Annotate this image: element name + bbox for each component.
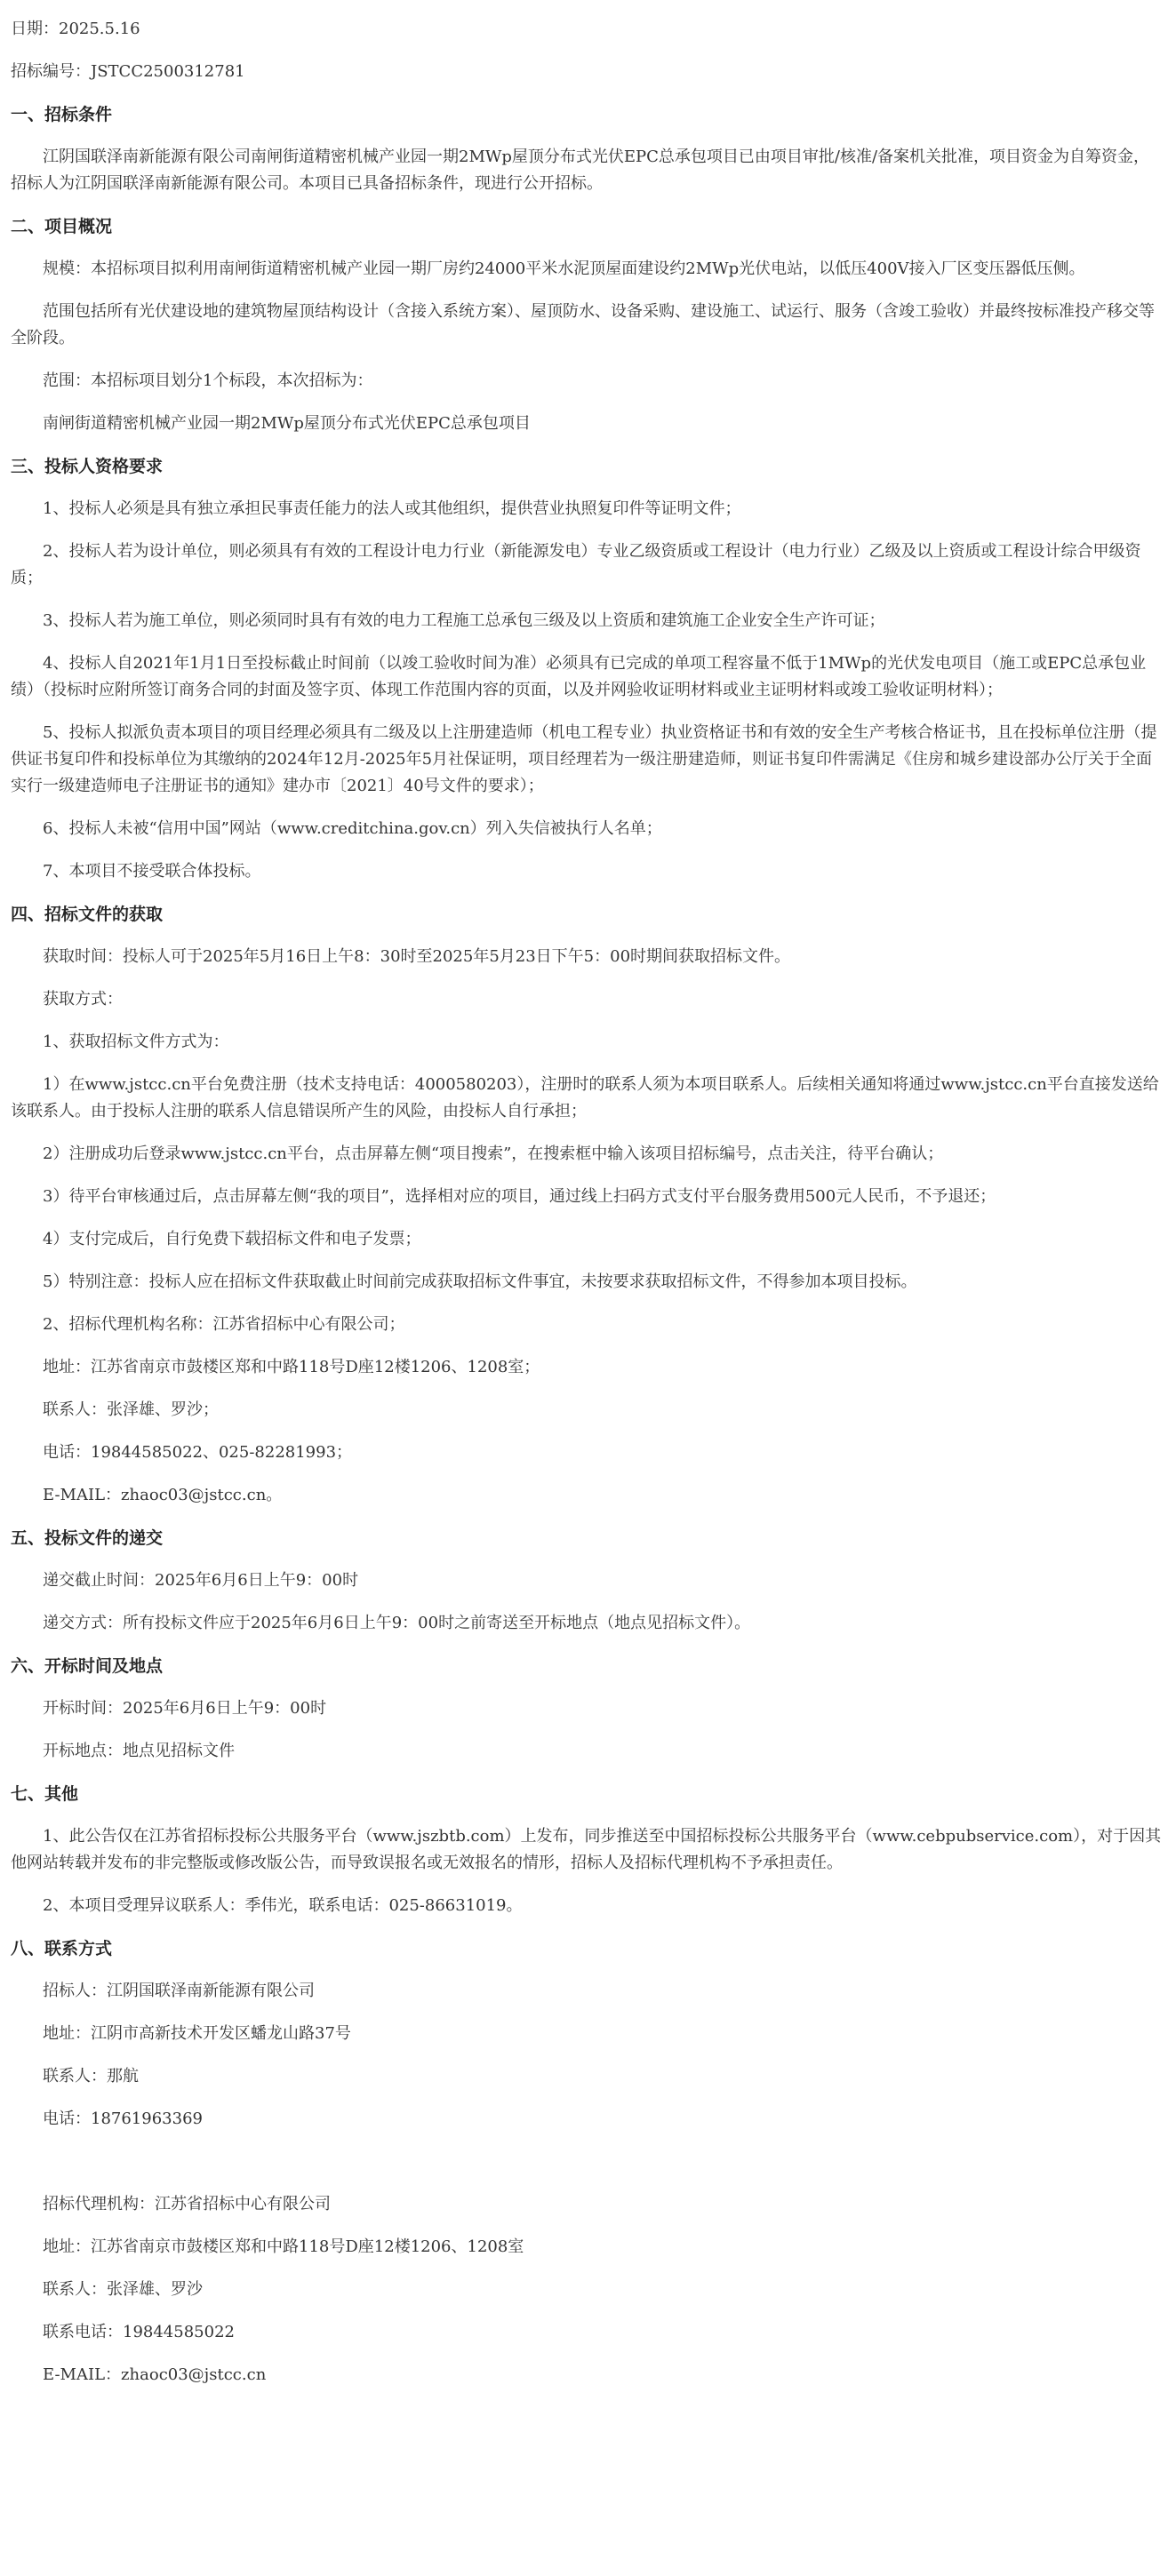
section-paragraph: 4、投标人自2021年1月1日至投标截止时间前（以竣工验收时间为准）必须具有已完成的单项工程容量不低于1MWp的光伏发电项目（施工或EPC总承包业绩）（投标时应附所签订商务合同的封面及签字页、体现工作范围内容的页面，以及并网验收证明材料或业主证明材料或竣工验收证明材料）；	[11, 654, 1147, 699]
section-paragraph: 2）注册成功后登录www.jstcc.cn平台，点击屏幕左侧“项目搜索”，在搜索框中输入该项目招标编号，点击关注，待平台确认；	[43, 1144, 944, 1163]
section-heading: 二、项目概况	[11, 217, 113, 236]
section-paragraph: 5、投标人拟派负责本项目的项目经理必须具有二级及以上注册建造师（机电工程专业）执业资格证书和有效的安全生产考核合格证书，且在投标单位注册（提供证书复印件和投标单位为其缴纳的2024年12月-2025年5月社保证明，项目经理若为一级注册建造师，则证书复印件需满足《住房和城乡建设部办公厅关于全面实行一级建造师电子注册证书的通知》建办市〔2021〕40号文件的要求）；	[11, 723, 1157, 795]
section-5	[11, 1525, 1165, 1637]
section-paragraph: 递交截止时间：2025年6月6日上午9：00时	[43, 1571, 359, 1590]
section-spacer	[11, 2149, 1165, 2191]
section-heading: 三、投标人资格要求	[11, 457, 164, 476]
announcement-sections	[11, 101, 1165, 2133]
section-paragraph: 3、投标人若为施工单位，则必须同时具有有效的电力工程施工总承包三级及以上资质和建筑施工企业安全生产许可证；	[43, 611, 885, 630]
section-paragraph: 1、获取招标文件方式为：	[43, 1033, 229, 1051]
section-heading: 五、投标文件的递交	[11, 1528, 164, 1548]
section-paragraph: 开标时间：2025年6月6日上午9：00时	[43, 1699, 327, 1718]
agency-paragraph: 联系电话：19844585022	[43, 2323, 235, 2341]
section-2	[11, 213, 1165, 437]
section-paragraph: 5）特别注意：投标人应在招标文件获取截止时间前完成获取招标文件事宜，未按要求获取招标文件，不得参加本项目投标。	[43, 1272, 917, 1291]
section-paragraph: 电话：19844585022、025-82281993；	[43, 1443, 353, 1462]
section-heading: 六、开标时间及地点	[11, 1656, 164, 1676]
section-paragraph: 4）支付完成后，自行免费下载招标文件和电子发票；	[43, 1230, 421, 1248]
agency-paragraph: 地址：江苏省南京市鼓楼区郑和中路118号D座12楼1206、1208室	[43, 2237, 524, 2256]
section-paragraph: 开标地点：地点见招标文件	[43, 1742, 235, 1760]
section-8	[11, 1935, 1165, 2133]
section-heading: 八、联系方式	[11, 1939, 113, 1958]
section-paragraph: 规模：本招标项目拟利用南闸街道精密机械产业园一期厂房约24000平米水泥顶屋面建设约2MWp光伏电站，以低压400V接入厂区变压器低压侧。	[43, 259, 1085, 278]
section-paragraph: 范围：本招标项目划分1个标段，本次招标为：	[43, 371, 373, 390]
section-paragraph: 6、投标人未被“信用中国”网站（www.creditchina.gov.cn）列入失信被执行人名单；	[43, 819, 662, 838]
section-1	[11, 101, 1165, 197]
section-paragraph: 地址：江阴市高新技术开发区蟠龙山路37号	[43, 2024, 351, 2043]
agency-paragraph: 联系人：张泽雄、罗沙	[43, 2280, 203, 2299]
section-heading: 一、招标条件	[11, 105, 113, 124]
section-paragraph: 3）待平台审核通过后，点击屏幕左侧“我的项目”，选择相对应的项目，通过线上扫码方式支付平台服务费用500元人民币，不予退还；	[43, 1187, 996, 1206]
section-3	[11, 453, 1165, 885]
agency-contact-block	[11, 2191, 1165, 2389]
section-paragraph: 联系人：那航	[43, 2067, 139, 2086]
section-6	[11, 1653, 1165, 1765]
section-paragraph: 2、投标人若为设计单位，则必须具有有效的工程设计电力行业（新能源发电）专业乙级资质或工程设计（电力行业）乙级及以上资质或工程设计综合甲级资质；	[11, 542, 1141, 587]
section-paragraph: 1、此公告仅在江苏省招标投标公共服务平台（www.jszbtb.com）上发布，同步推送至中国招标投标公共服务平台（www.cebpubservice.com），对于因其他网站转载并发布的非完整版或修改版公告，而导致误报名或无效报名的情形，招标人及招标代理机构不予承担责任。	[11, 1827, 1162, 1872]
section-paragraph: 递交方式：所有投标文件应于2025年6月6日上午9：00时之前寄送至开标地点（地点见招标文件）。	[43, 1614, 751, 1632]
section-paragraph: 7、本项目不接受联合体投标。	[43, 862, 261, 881]
section-7	[11, 1781, 1165, 1919]
section-paragraph: 江阴国联泽南新能源有限公司南闸街道精密机械产业园一期2MWp屋顶分布式光伏EPC总承包项目已由项目审批/核准/备案机关批准，项目资金为自筹资金，招标人为江阴国联泽南新能源有限公司。本项目已具备招标条件，现进行公开招标。	[11, 148, 1150, 193]
section-paragraph: 获取时间：投标人可于2025年5月16日上午8：30时至2025年5月23日下午5：00时期间获取招标文件。	[43, 947, 791, 966]
agency-paragraph: 招标代理机构：江苏省招标中心有限公司	[43, 2195, 331, 2213]
section-paragraph: 联系人：张泽雄、罗沙；	[43, 1400, 219, 1419]
agency-paragraph: E-MAIL：zhaoc03@jstcc.cn	[43, 2365, 267, 2384]
section-paragraph: 1、投标人必须是具有独立承担民事责任能力的法人或其他组织，提供营业执照复印件等证明文件；	[43, 499, 741, 518]
section-paragraph: 2、招标代理机构名称：江苏省招标中心有限公司；	[43, 1315, 405, 1334]
announcement-date: 日期：2025.5.16	[11, 20, 140, 38]
section-paragraph: 2、本项目受理异议联系人：季伟光，联系电话：025-86631019。	[43, 1896, 523, 1915]
section-paragraph: 1）在www.jstcc.cn平台免费注册（技术支持电话：4000580203），注册时的联系人须为本项目联系人。后续相关通知将通过www.jstcc.cn平台直接发送给该联系人。由于投标人注册的联系人信息错误所产生的风险，由投标人自行承担；	[11, 1075, 1159, 1121]
section-paragraph: 地址：江苏省南京市鼓楼区郑和中路118号D座12楼1206、1208室；	[43, 1358, 540, 1376]
section-paragraph: 范围包括所有光伏建设地的建筑物屋顶结构设计（含接入系统方案）、屋顶防水、设备采购、建设施工、试运行、服务（含竣工验收）并最终按标准投产移交等全阶段。	[11, 302, 1155, 347]
section-heading: 四、招标文件的获取	[11, 905, 164, 924]
section-paragraph: 获取方式：	[43, 990, 123, 1009]
section-heading: 七、其他	[11, 1784, 79, 1804]
tender-number: 招标编号：JSTCC2500312781	[11, 62, 245, 81]
section-paragraph: 招标人：江阴国联泽南新能源有限公司	[43, 1982, 315, 2000]
section-paragraph: 南闸街道精密机械产业园一期2MWp屋顶分布式光伏EPC总承包项目	[43, 414, 531, 433]
section-4	[11, 901, 1165, 1509]
section-paragraph: 电话：18761963369	[43, 2109, 203, 2128]
section-paragraph: E-MAIL：zhaoc03@jstcc.cn。	[43, 1486, 283, 1504]
